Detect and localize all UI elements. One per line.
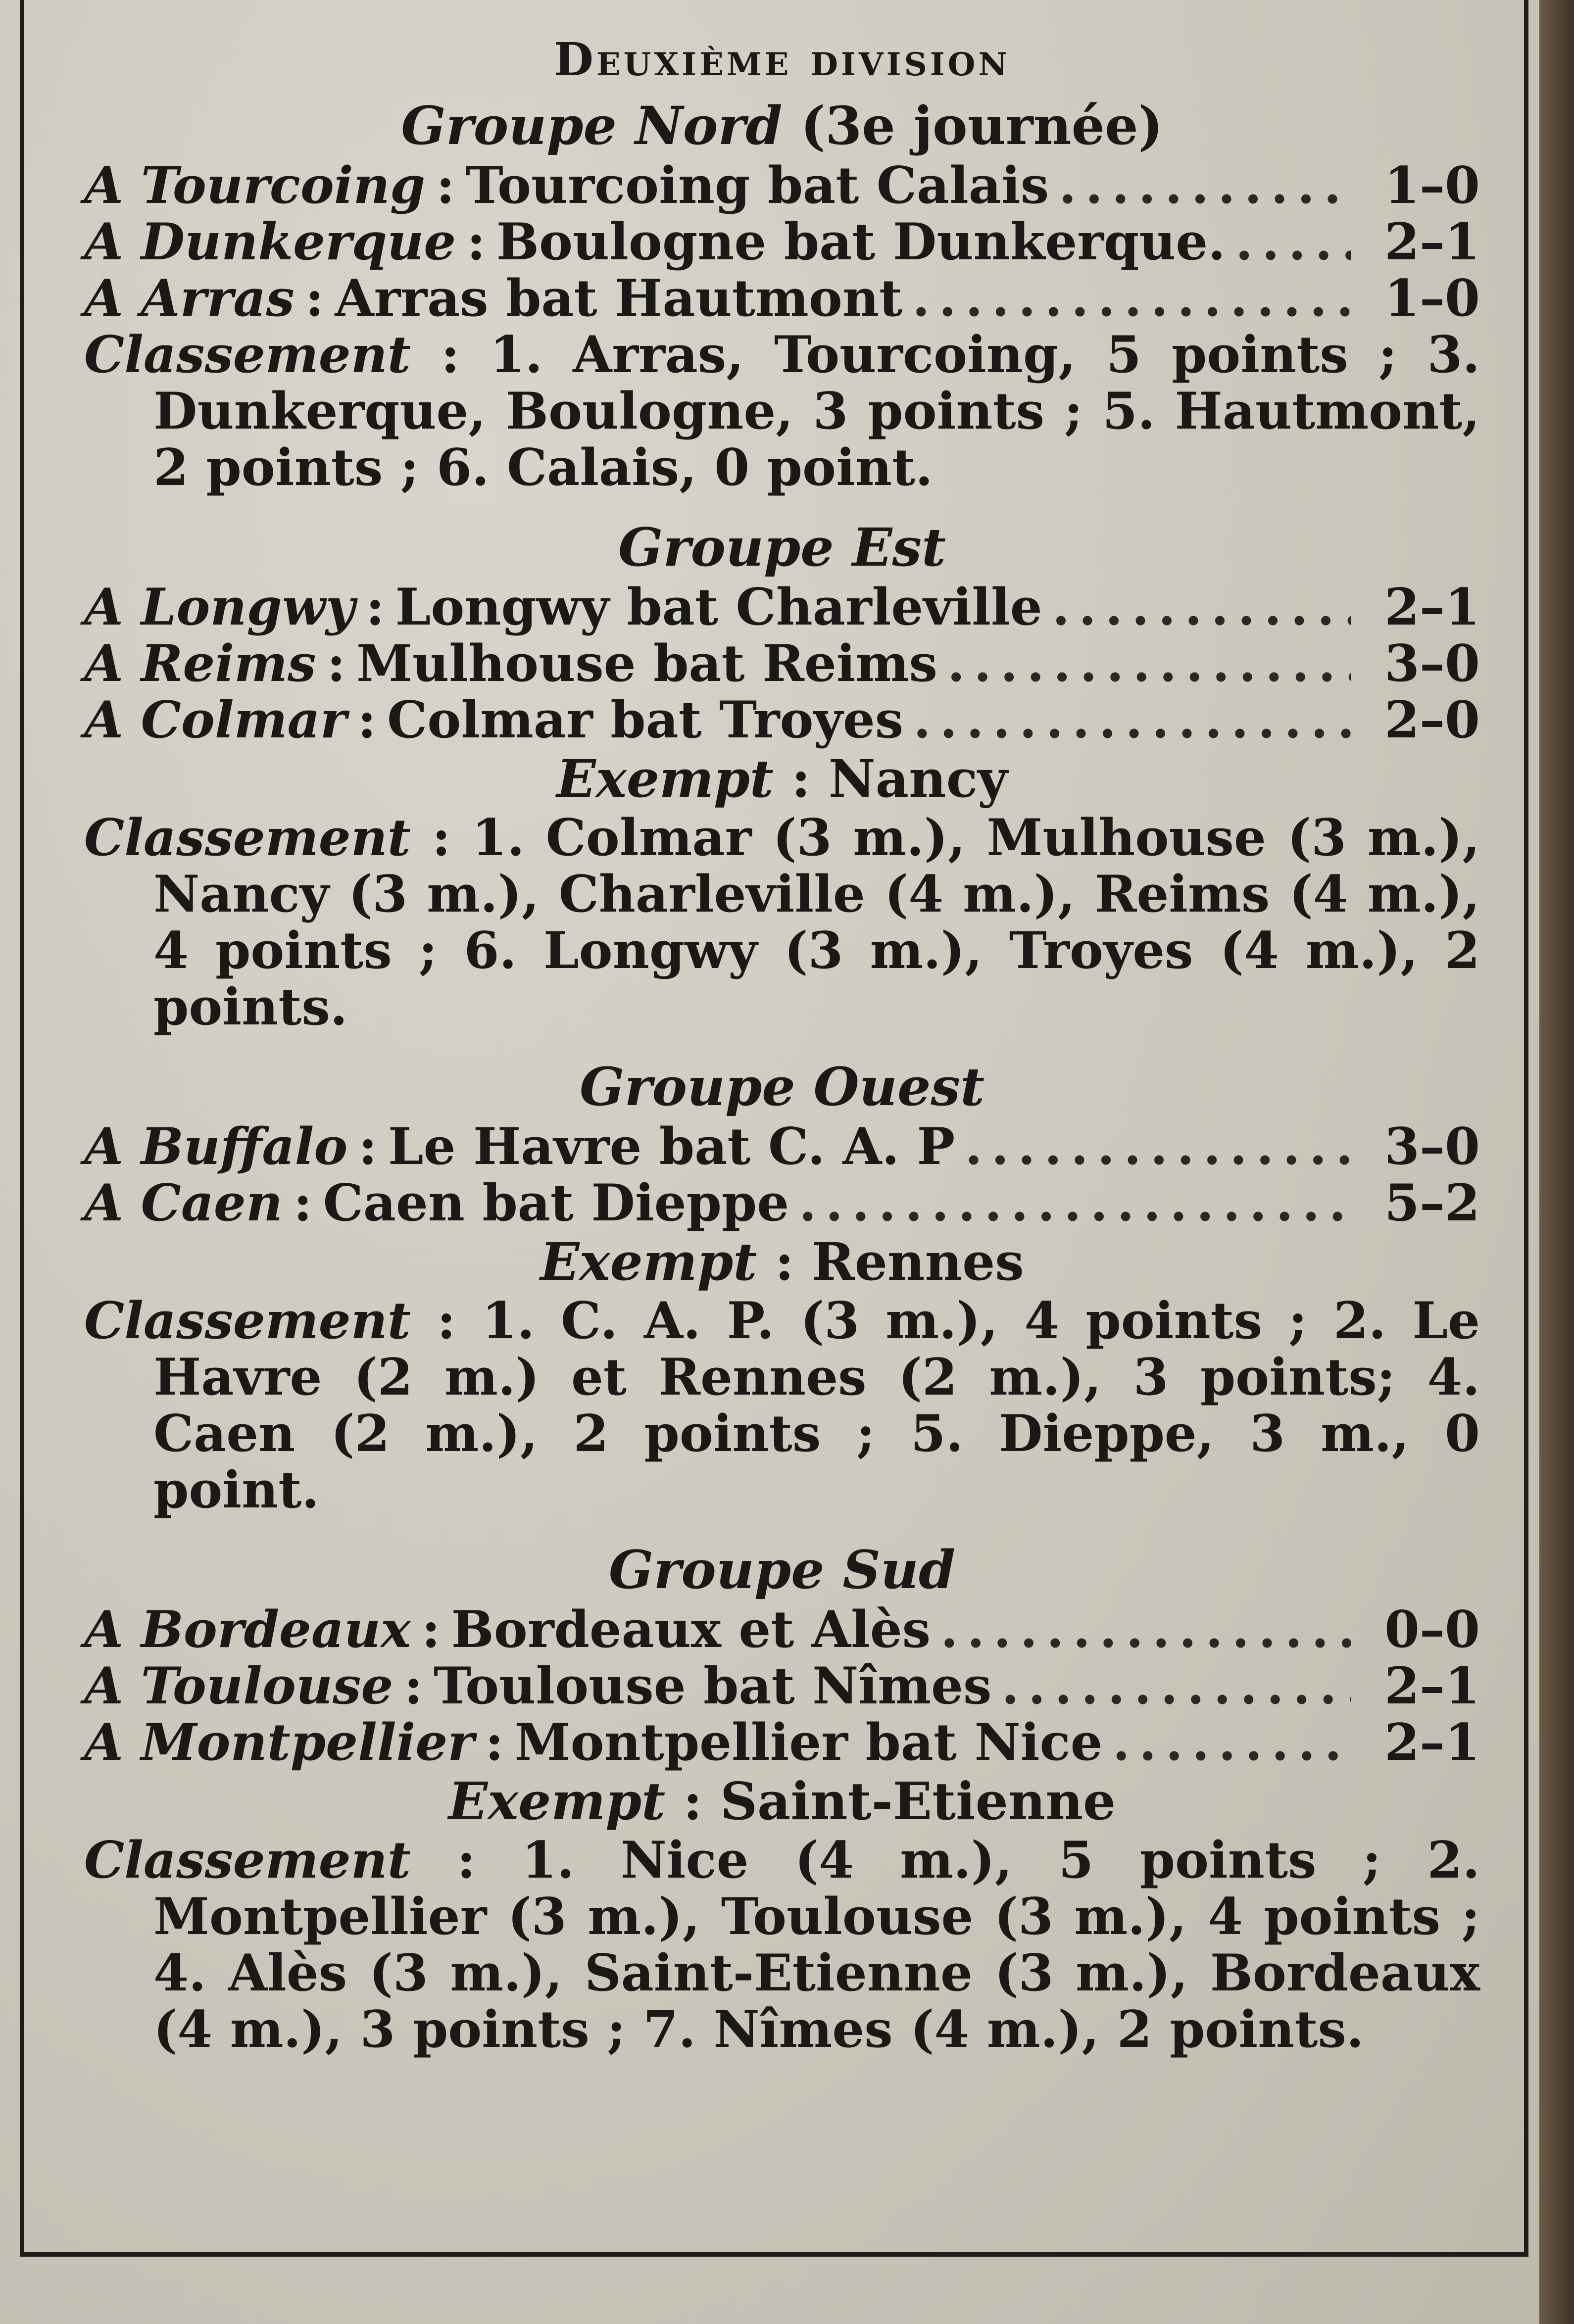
separator: : [436, 156, 455, 215]
exempt-line [84, 1231, 1480, 1293]
match-score: 2–0 [1384, 690, 1480, 750]
separator: : [365, 578, 385, 637]
separator: : [404, 1656, 423, 1716]
separator: : [485, 1713, 504, 1772]
group-section [84, 503, 1480, 1035]
separator: : [305, 269, 324, 328]
standings-label: Classement [84, 1831, 411, 1890]
match-venue: A Bordeaux [84, 1600, 411, 1659]
standings-label: Classement [84, 325, 411, 385]
match-venue: A Caen [84, 1173, 283, 1233]
match-row [84, 1601, 1480, 1658]
exempt-team: Rennes [812, 1231, 1024, 1292]
match-venue: A Tourcoing [84, 156, 426, 215]
separator: : [791, 748, 811, 809]
match-result: Bordeaux et Alès [451, 1600, 931, 1659]
leader-dots [913, 692, 1351, 748]
match-venue: A Montpellier [84, 1713, 474, 1772]
standings-paragraph [84, 810, 1480, 1035]
match-result: Montpellier bat Nice [514, 1713, 1103, 1772]
match-row [84, 1175, 1480, 1231]
group-name: Groupe Nord [401, 95, 783, 156]
standings-label: Classement [84, 1291, 411, 1351]
division-title: Deuxième division [554, 33, 1010, 86]
spacer [84, 1042, 1480, 1055]
match-score: 0–0 [1384, 1600, 1480, 1659]
results-column [84, 30, 1480, 2065]
leader-dots [1112, 1714, 1351, 1771]
leader-dots [799, 1175, 1351, 1231]
group-heading [84, 1538, 1480, 1601]
match-venue: A Dunkerque [84, 212, 456, 272]
match-score: 3–0 [1384, 634, 1480, 693]
leader-dots [965, 1118, 1351, 1175]
match-score: 2–1 [1384, 578, 1480, 637]
match-result: Colmar bat Troyes [387, 690, 904, 750]
separator: : [293, 1173, 312, 1233]
groups-container [84, 94, 1480, 2058]
spacer [84, 1525, 1480, 1538]
spacer [84, 503, 1480, 516]
leader-dots [1235, 214, 1351, 270]
separator: : [437, 1291, 456, 1351]
group-name: Groupe Sud [608, 1539, 956, 1600]
match-score: 2–1 [1384, 212, 1480, 272]
exempt-team: Saint-Etienne [720, 1771, 1116, 1832]
leader-dots [1052, 579, 1351, 635]
separator: : [357, 690, 377, 750]
leader-dots [947, 635, 1351, 692]
separator: : [441, 325, 460, 385]
separator: : [421, 1600, 441, 1659]
standings-text: 1. C. A. P. (3 m.), 4 points ; 2. Le Havre (2 m.) et Rennes (2 m.), 3 points; 4. Caen (2 m.), 2 points ; 5. Dieppe, 3 m., 0 point. [153, 1291, 1480, 1520]
match-result: Caen bat Dieppe [323, 1173, 789, 1233]
match-venue: A Buffalo [84, 1117, 348, 1176]
match-row [84, 579, 1480, 635]
match-result: Tourcoing bat Calais [465, 156, 1049, 215]
leader-dots [912, 270, 1351, 327]
match-score: 3–0 [1384, 1117, 1480, 1176]
page-edge [1539, 0, 1574, 2324]
group-section [84, 94, 1480, 496]
group-name: Groupe Est [618, 516, 946, 578]
exempt-line [84, 748, 1480, 810]
match-result: Boulogne bat Dunkerque. [496, 212, 1226, 272]
separator: : [457, 1831, 476, 1890]
match-row [84, 692, 1480, 748]
match-result: Mulhouse bat Reims [356, 634, 937, 693]
standings-paragraph [84, 1832, 1480, 2058]
match-venue: A Toulouse [84, 1656, 394, 1716]
exempt-line [84, 1771, 1480, 1832]
match-result: Toulouse bat Nîmes [433, 1656, 992, 1716]
match-venue: A Longwy [84, 578, 355, 637]
exempt-label: Exempt [448, 1771, 666, 1832]
group-section [84, 1525, 1480, 2058]
separator: : [327, 634, 346, 693]
match-score: 2–1 [1384, 1713, 1480, 1772]
match-result: Le Havre bat C. A. P [388, 1117, 955, 1176]
group-section [84, 1042, 1480, 1518]
standings-label: Classement [84, 808, 411, 868]
leader-dots [1001, 1658, 1351, 1714]
group-round: (3e journée) [800, 95, 1163, 156]
exempt-team: Nancy [828, 748, 1008, 809]
match-row [84, 270, 1480, 327]
match-result: Longwy bat Charleville [395, 578, 1042, 637]
standings-paragraph [84, 327, 1480, 496]
standings-text: 1. Colmar (3 m.), Mulhouse (3 m.), Nancy (3 m.), Charleville (4 m.), Reims (4 m.), 4 points ; 6. Longwy (3 m.), Troyes (4 m.), 2 points. [153, 808, 1480, 1037]
match-row [84, 1714, 1480, 1771]
standings-paragraph [84, 1293, 1480, 1518]
match-venue: A Colmar [84, 690, 347, 750]
match-row [84, 1118, 1480, 1175]
match-score: 1–0 [1384, 269, 1480, 328]
group-heading [84, 516, 1480, 579]
match-score: 2–1 [1384, 1656, 1480, 1716]
match-venue: A Arras [84, 269, 295, 328]
match-score: 5–2 [1384, 1173, 1480, 1233]
exempt-label: Exempt [556, 748, 774, 809]
separator: : [358, 1117, 377, 1176]
match-row [84, 214, 1480, 270]
group-name: Groupe Ouest [579, 1056, 985, 1117]
group-heading [84, 1055, 1480, 1118]
group-heading [84, 94, 1480, 157]
match-row [84, 1658, 1480, 1714]
match-venue: A Reims [84, 634, 316, 693]
standings-text: 1. Nice (4 m.), 5 points ; 2. Montpellier (3 m.), Toulouse (3 m.), 4 points ; 4. Alès (3 m.), Saint-Etienne (3 m.), Bordeaux (4 m.), 3 points ; 7. Nîmes (4 m.), 2 points. [153, 1831, 1480, 2059]
separator: : [775, 1231, 794, 1292]
leader-dots [940, 1601, 1351, 1658]
separator: : [683, 1771, 702, 1832]
leader-dots [1059, 157, 1351, 214]
match-score: 1–0 [1384, 156, 1480, 215]
separator: : [432, 808, 451, 868]
standings-text: 1. Arras, Tourcoing, 5 points ; 3. Dunkerque, Boulogne, 3 points ; 5. Hautmont, 2 points ; 6. Calais, 0 point. [153, 325, 1480, 497]
match-result: Arras bat Hautmont [335, 269, 903, 328]
separator: : [467, 212, 486, 272]
match-row [84, 157, 1480, 214]
match-row [84, 635, 1480, 692]
exempt-label: Exempt [540, 1231, 757, 1292]
